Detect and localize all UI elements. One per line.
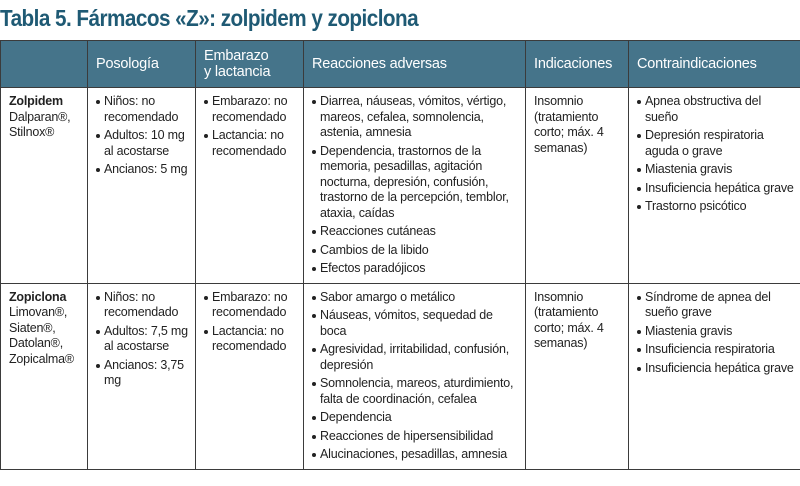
header-posologia: Posología: [88, 41, 196, 88]
brand-name: Zopicalma®: [9, 351, 74, 366]
list-item: Náuseas, vómitos, sequedad de boca: [312, 308, 519, 339]
cell-drug: [1, 283, 88, 469]
list-item: Adultos: 10 mg al acostarse: [96, 128, 189, 159]
header-contraindicaciones: Contraindicaciones: [629, 41, 800, 88]
list-item: Alucinaciones, pesadillas, amnesia: [312, 447, 519, 463]
list-item: Cambios de la libido: [312, 243, 519, 259]
header-drug: [1, 41, 88, 88]
list-item: Lactancia: no recomendado: [204, 324, 297, 355]
cell-embarazo: [196, 88, 304, 284]
list-item: Apnea obstructiva del sueño: [637, 94, 794, 125]
header-embarazo-line2: y lactancia: [204, 64, 271, 80]
list-item: Depresión respiratoria aguda o grave: [637, 128, 794, 159]
list-item: Somnolencia, mareos, aturdimiento, falta de coordinación, cefalea: [312, 376, 519, 407]
cell-reacciones: [304, 283, 526, 469]
indicaciones-text: Insomnio (tratamiento corto; máx. 4 semanas): [534, 289, 604, 350]
cell-drug: [1, 88, 88, 284]
table-row-zolpidem: [1, 88, 800, 284]
cell-indicaciones: [526, 283, 629, 469]
brand-name: Siaten®,: [9, 320, 56, 335]
brand-name: Limovan®,: [9, 305, 68, 319]
list-item: Insuficiencia hepática grave: [637, 181, 794, 197]
table-title: Tabla 5. Fármacos «Z»: zolpidem y zopiclona: [0, 5, 419, 31]
list-item: Niños: no recomendado: [96, 94, 189, 125]
list-item: Diarrea, náuseas, vómitos, vértigo, mareos, cefalea, somnolencia, astenia, amnesia: [312, 94, 519, 141]
list-item: Niños: no recomendado: [96, 290, 189, 321]
list-item: Dependencia, trastornos de la memoria, pesadillas, agitación nocturna, depresión, confusión, trastorno de la percepción, temblor, ataxia, caídas: [312, 144, 519, 222]
indicaciones-text: Insomnio (tratamiento corto; máx. 4 semanas): [534, 94, 604, 155]
header-embarazo-line1: Embarazo: [204, 48, 269, 64]
list-item: Insuficiencia hepática grave: [637, 361, 794, 377]
drug-name: Zopiclona: [9, 289, 67, 304]
cell-reacciones: [304, 88, 526, 284]
list-item: Miastenia gravis: [637, 162, 794, 178]
list-item: Agresividad, irritabilidad, confusión, depresión: [312, 342, 519, 373]
header-reacciones: Reacciones adversas: [304, 41, 526, 88]
list-item: Reacciones cutáneas: [312, 224, 519, 240]
list-item: Insuficiencia respiratoria: [637, 342, 794, 358]
header-indicaciones: Indicaciones: [526, 41, 629, 88]
list-item: Sabor amargo o metálico: [312, 290, 519, 306]
cell-posologia: [88, 88, 196, 284]
list-item: Adultos: 7,5 mg al acostarse: [96, 324, 189, 355]
list-item: Síndrome de apnea del sueño grave: [637, 290, 794, 321]
cell-indicaciones: [526, 88, 629, 284]
list-item: Ancianos: 3,75 mg: [96, 358, 189, 389]
header-embarazo: [196, 41, 304, 88]
list-item: Embarazo: no recomendado: [204, 290, 297, 321]
drug-name: Zolpidem: [9, 94, 63, 108]
cell-embarazo: [196, 283, 304, 469]
table-row-zopiclona: [1, 283, 800, 469]
list-item: Lactancia: no recomendado: [204, 128, 297, 159]
list-item: Reacciones de hipersensibilidad: [312, 429, 519, 445]
list-item: Miastenia gravis: [637, 324, 794, 340]
brand-name: Dalparan®,: [9, 109, 71, 124]
table-header-row: [1, 41, 800, 88]
brand-name: Datolan®,: [9, 336, 63, 350]
list-item: Ancianos: 5 mg: [96, 162, 189, 178]
cell-posologia: [88, 283, 196, 469]
drug-table: [0, 40, 800, 470]
brand-name: Stilnox®: [9, 125, 55, 139]
list-item: Trastorno psicótico: [637, 199, 794, 215]
list-item: Dependencia: [312, 410, 519, 426]
list-item: Embarazo: no recomendado: [204, 94, 297, 125]
cell-contraindicaciones: [629, 88, 800, 284]
list-item: Efectos paradójicos: [312, 261, 519, 277]
cell-contraindicaciones: [629, 283, 800, 469]
